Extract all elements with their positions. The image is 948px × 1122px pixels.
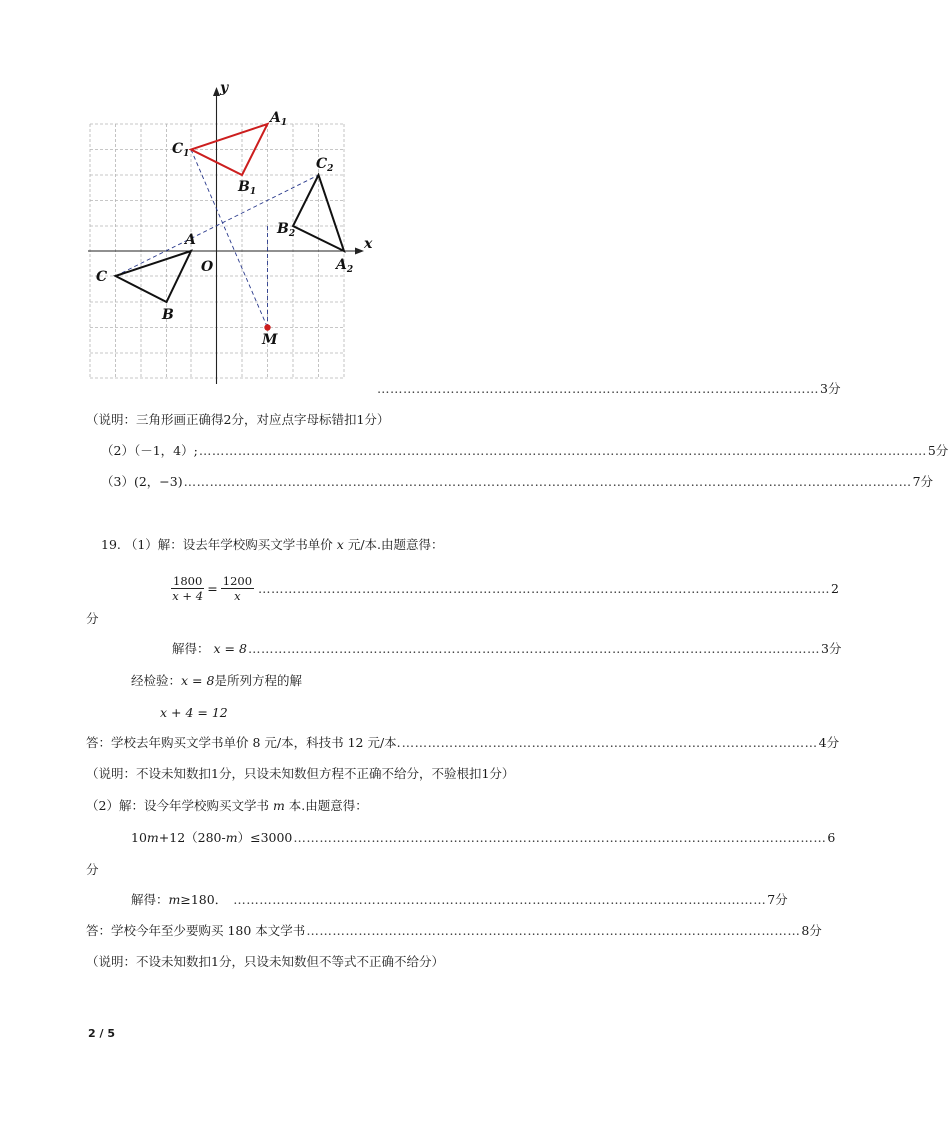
points: 4分 — [818, 735, 840, 750]
q19-note2: （说明：不设未知数扣1分，只设未知数但不等式不正确不给分） — [86, 954, 444, 969]
q19-intro: 19. （1）解：设去年学校购买文学书单价 x 元/本.由题意得： — [101, 537, 444, 552]
label-b1: $B_1$ — [238, 179, 257, 197]
q18-note: （说明：三角形画正确得2分，对应点字母标错扣1分） — [86, 412, 390, 427]
inequality: 10m+12（280-m）≤3000 — [131, 830, 293, 845]
axis-x-label: x — [364, 236, 373, 252]
fraction-right: $\frac{1200}{x}$ — [222, 574, 253, 603]
q19-check: 经检验：x = 8是所列方程的解 — [131, 673, 302, 688]
dashed-c1-m — [191, 150, 268, 328]
leader-dots: …………………………………………………………………………………………………………………………………………………… — [183, 474, 912, 489]
leader-dots: …………………………………………………………………………………………………………… — [233, 892, 767, 907]
q18-part2 — [101, 443, 948, 459]
q19-equation — [171, 574, 839, 603]
triangle-abc — [116, 251, 192, 302]
label-c2: $C_2$ — [316, 156, 334, 174]
leader-dots: …………………………………………………………………………………………………… — [306, 923, 801, 938]
points: 7分 — [767, 892, 788, 907]
label-c1: $C_1$ — [172, 141, 190, 159]
label-m: M — [262, 332, 278, 348]
x-axis — [88, 248, 364, 255]
q18-part3 — [101, 474, 934, 490]
points: 8分 — [801, 923, 822, 938]
leader-dots: …………………………………………………………………………………………………………………… — [247, 641, 820, 656]
y-axis — [213, 87, 220, 384]
points: 3分 — [820, 641, 842, 656]
points: 2 — [831, 580, 839, 596]
points: 6 — [827, 830, 836, 845]
q19-sum: x + 4 = 12 — [160, 705, 228, 720]
q19-answer1: 答：学校去年购买文学书单价 8 元/本，科技书 12 元/本. …………………………………………………………………………………… 4分 — [86, 735, 840, 750]
q18-part3-text: （3）(2，−3) — [101, 474, 183, 489]
points: 5分 — [927, 443, 948, 458]
label-a: A — [185, 232, 196, 248]
q19-answer2: 答：学校今年至少要购买 180 本文学书 …………………………………………………………………………………………………… 8分 — [86, 923, 822, 938]
label-a2: $A_2$ — [336, 257, 354, 275]
label-c: C — [96, 269, 108, 285]
q19-inequality — [131, 830, 836, 846]
points-wrap: 分 — [86, 611, 99, 626]
point-m — [264, 324, 270, 330]
q19-solve2: 解得： m ≥180． …………………………………………………………………………………………………………… 7分 — [131, 892, 788, 907]
leader-dots: ………………………………………………………………………………………… — [377, 381, 819, 396]
leader-dots: …………………………………………………………………………………………………………… — [293, 830, 827, 845]
points-wrap: 分 — [86, 862, 99, 877]
label-b2: $B_2$ — [277, 221, 296, 239]
leader-dots: …………………………………………………………………………………… — [401, 735, 818, 750]
q19-solve: 解得： x = 8 …………………………………………………………………………………………………………………… 3分 — [172, 641, 842, 656]
q18-part2-text: （2）（－1，4）; — [101, 443, 198, 458]
label-b: B — [162, 307, 174, 323]
axis-y-label: y — [220, 80, 229, 96]
points: 7分 — [912, 474, 934, 489]
q19-part2-intro: （2）解：设今年学校购买文学书 m 本.由题意得： — [86, 798, 368, 813]
label-a1: $A_1$ — [270, 110, 288, 128]
points: 3分 — [820, 381, 841, 396]
origin-label: O — [201, 259, 214, 275]
q18-score-line — [376, 381, 841, 397]
leader-dots: …………………………………………………………………………………………………………………… — [258, 580, 831, 596]
fraction-left: $\frac{1800}{x + 4}$ — [172, 574, 204, 603]
page-number: 2 / 5 — [88, 1027, 115, 1040]
leader-dots: …………………………………………………………………………………………………………………………………………………… — [198, 443, 927, 458]
equals-sign: = — [207, 580, 218, 596]
q19-note1: （说明：不设未知数扣1分，只设未知数但方程不正确不给分，不验根扣1分） — [86, 766, 515, 781]
coordinate-graph — [80, 78, 380, 388]
